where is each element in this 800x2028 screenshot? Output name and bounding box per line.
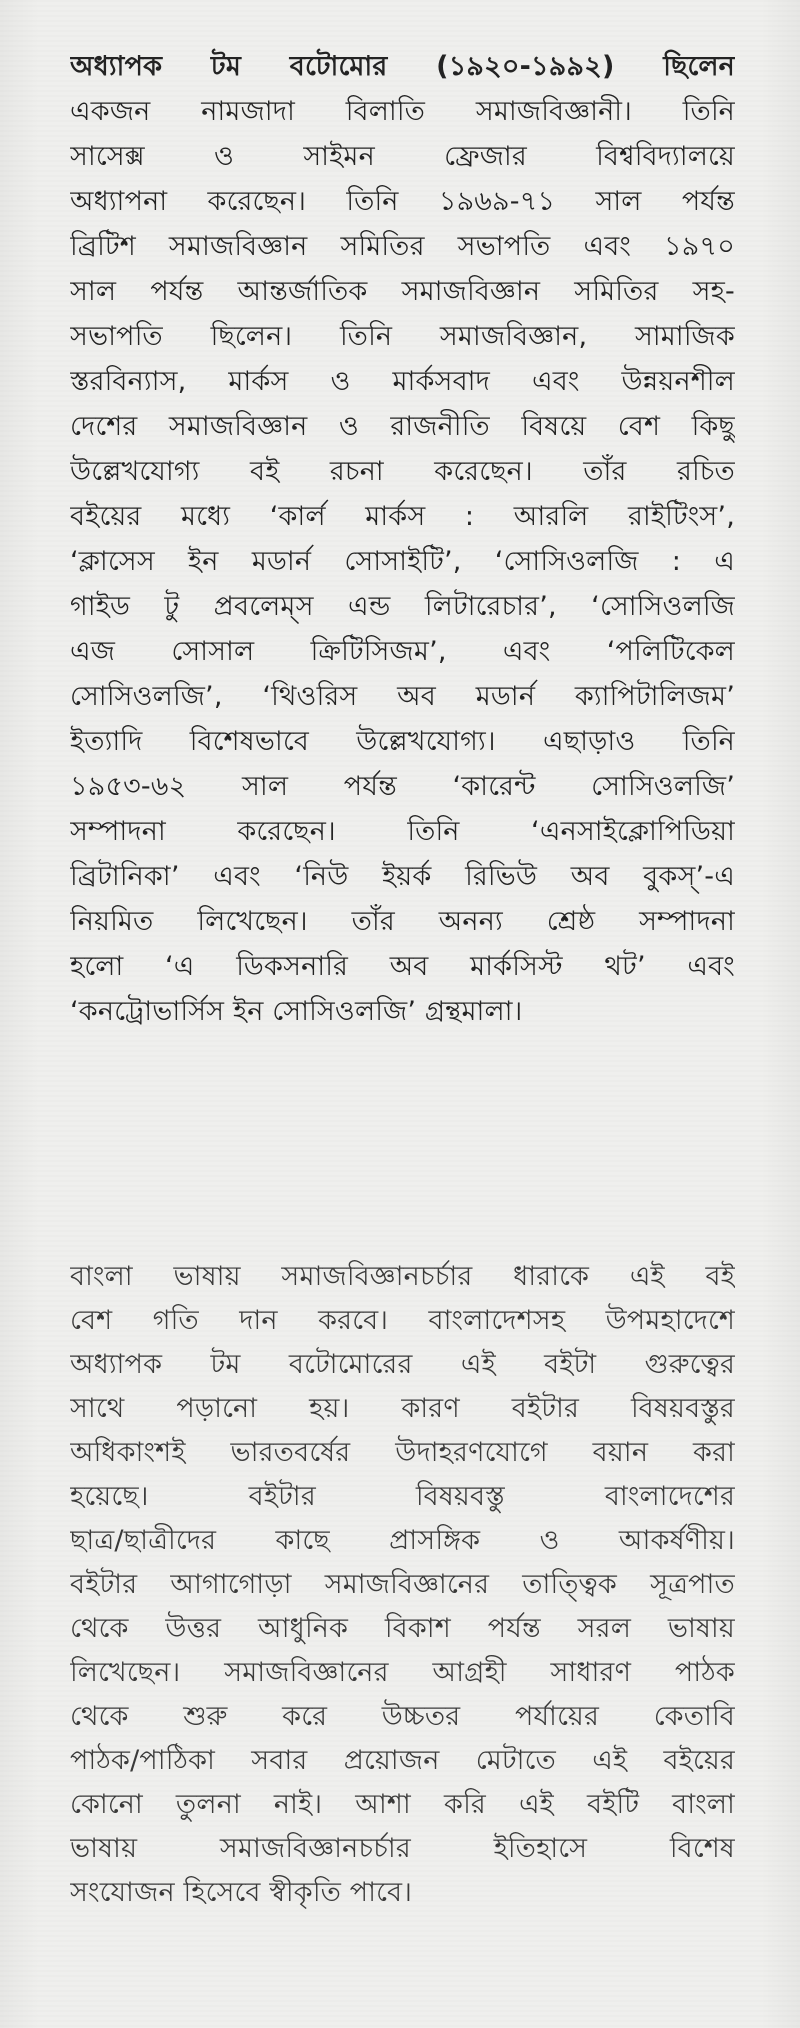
text-line: স্তরবিন্যাস, মার্কস ও মার্কসবাদ এবং উন্নয়নশীল xyxy=(70,366,735,397)
author-biography-paragraph xyxy=(70,44,735,1034)
text-line: বাংলা ভাষায় সমাজবিজ্ঞানচর্চার ধারাকে এই বই xyxy=(70,1261,735,1292)
text-line: হলো ‘এ ডিকসনারি অব মার্কসিস্ট থট’ এবং xyxy=(70,951,735,982)
text-line: সভাপতি ছিলেন। তিনি সমাজবিজ্ঞান, সামাজিক xyxy=(70,321,735,352)
text-line: সম্পাদনা করেছেন। তিনি ‘এনসাইক্লোপিডিয়া xyxy=(70,816,735,847)
text-line: দেশের সমাজবিজ্ঞান ও রাজনীতি বিষয়ে বেশ কিছু xyxy=(70,411,735,442)
text-line: সাসেক্স ও সাইমন ফ্রেজার বিশ্ববিদ্যালয়ে xyxy=(70,141,735,172)
text-line: ১৯৫৩-৬২ সাল পর্যন্ত ‘কারেন্ট সোসিওলজি’ xyxy=(70,771,735,802)
text-line: সাল পর্যন্ত আন্তর্জাতিক সমাজবিজ্ঞান সমিতির সহ- xyxy=(70,276,735,307)
text-line: সাথে পড়ানো হয়। কারণ বইটার বিষয়বস্তুর xyxy=(70,1393,735,1424)
text-line: কোনো তুলনা নাই। আশা করি এই বইটি বাংলা xyxy=(70,1789,735,1820)
text-line: উল্লেখযোগ্য বই রচনা করেছেন। তাঁর রচিত xyxy=(70,456,735,487)
text-line: ইত্যাদি বিশেষভাবে উল্লেখযোগ্য। এছাড়াও তিনি xyxy=(70,726,735,757)
text-line: সংযোজন হিসেবে স্বীকৃতি পাবে। xyxy=(70,1877,413,1908)
text-line: এজ সোসাল ক্রিটিসিজম’, এবং ‘পলিটিকেল xyxy=(70,636,735,667)
text-line: থেকে উত্তর আধুনিক বিকাশ পর্যন্ত সরল ভাষায় xyxy=(70,1613,735,1644)
text-line: ‘কনট্রোভার্সিস ইন সোসিওলজি’ গ্রন্থমালা। xyxy=(70,996,523,1027)
text-line: ব্রিটিশ সমাজবিজ্ঞান সমিতির সভাপতি এবং ১৯৭০ xyxy=(70,231,735,262)
text-line: ব্রিটানিকা’ এবং ‘নিউ ইয়র্ক রিভিউ অব বুকস্‌’-এ xyxy=(70,861,735,892)
text-line: বইয়ের মধ্যে ‘কার্ল মার্কস : আরলি রাইটিংস’, xyxy=(70,501,735,532)
text-line: ‘ক্লাসেস ইন মডার্ন সোসাইটি’, ‘সোসিওলজি : এ xyxy=(70,546,735,577)
text-line: অধ্যাপনা করেছেন। তিনি ১৯৬৯-৭১ সাল পর্যন্ত xyxy=(70,186,735,217)
text-line: লিখেছেন। সমাজবিজ্ঞানের আগ্রহী সাধারণ পাঠক xyxy=(70,1657,735,1688)
text-line: সোসিওলজি’, ‘থিওরিস অব মডার্ন ক্যাপিটালিজম’ xyxy=(70,681,735,712)
text-line: অধ্যাপক টম বটোমোর (১৯২০-১৯৯২) ছিলেন xyxy=(70,51,735,82)
text-line: অধিকাংশই ভারতবর্ষের উদাহরণযোগে বয়ান করা xyxy=(70,1437,735,1468)
text-line: ছাত্র/ছাত্রীদের কাছে প্রাসঙ্গিক ও আকর্ষণীয়। xyxy=(70,1525,735,1556)
text-line: একজন নামজাদা বিলাতি সমাজবিজ্ঞানী। তিনি xyxy=(70,96,735,127)
text-line: পাঠক/পাঠিকা সবার প্রয়োজন মেটাতে এই বইয়ের xyxy=(70,1745,735,1776)
text-line: অধ্যাপক টম বটোমোরের এই বইটা গুরুত্বের xyxy=(70,1349,735,1380)
text-line: গাইড টু প্রবলেম্‌স এন্ড লিটারেচার’, ‘সোসিওলজি xyxy=(70,591,735,622)
text-line: হয়েছে। বইটার বিষয়বস্তু বাংলাদেশের xyxy=(70,1481,735,1512)
text-line: বইটার আগাগোড়া সমাজবিজ্ঞানের তাত্ত্বিক সূত্রপাত xyxy=(70,1569,735,1600)
text-line: ভাষায় সমাজবিজ্ঞানচর্চার ইতিহাসে বিশেষ xyxy=(70,1833,735,1864)
text-line: নিয়মিত লিখেছেন। তাঁর অনন্য শ্রেষ্ঠ সম্পাদনা xyxy=(70,906,735,937)
text-line: বেশ গতি দান করবে। বাংলাদেশসহ উপমহাদেশে xyxy=(70,1305,735,1336)
book-description-paragraph xyxy=(70,1255,735,1915)
text-line: থেকে শুরু করে উচ্চতর পর্যায়ের কেতাবি xyxy=(70,1701,735,1732)
